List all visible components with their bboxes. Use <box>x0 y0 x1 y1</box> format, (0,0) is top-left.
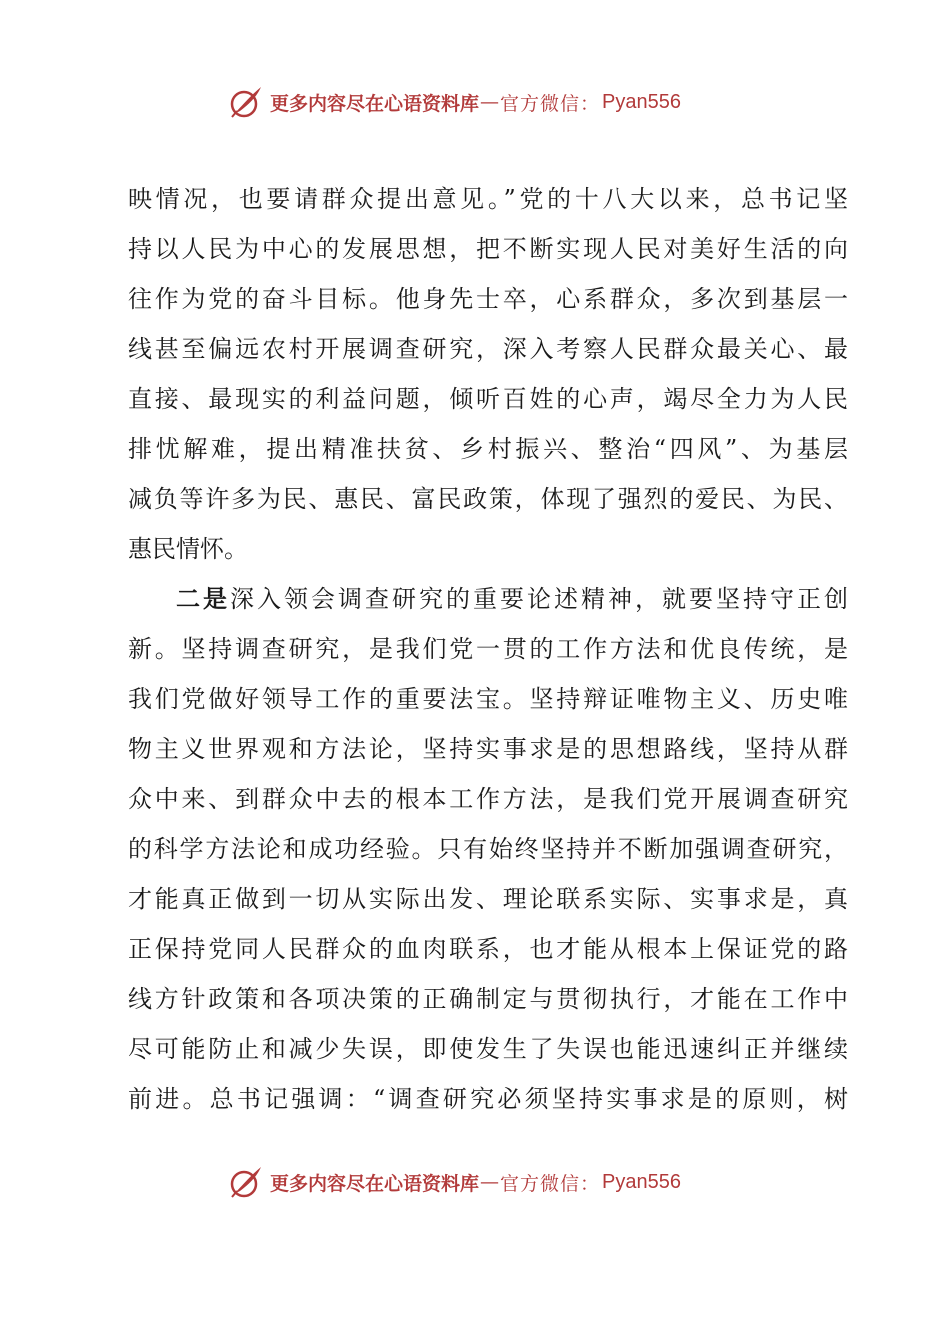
banner-contact-code: Pyan556 <box>602 1170 681 1193</box>
text-line: 惠民情怀。 <box>128 535 248 563</box>
text-line: 尽可能防止和减少失误，即使发生了失误也能迅速纠正并继续 <box>128 1035 848 1063</box>
banner-dash: — <box>480 91 500 113</box>
banner-contact-code: Pyan556 <box>602 90 681 113</box>
quill-pen-logo-icon <box>228 84 264 120</box>
footer-banner <box>228 1162 748 1202</box>
text-line: 直接、最现实的利益问题，倾听百姓的心声，竭尽全力为人民 <box>128 385 848 413</box>
text-line: 线方针政策和各项决策的正确制定与贯彻执行，才能在工作中 <box>128 985 848 1013</box>
paragraph-2-first-rest: 深入领会调查研究的重要论述精神，就要坚持守正创 <box>230 585 848 613</box>
banner-contact-label: 官方微信： <box>500 92 601 115</box>
banner-brand-text: 更多内容尽在心语资料库 <box>270 1172 480 1195</box>
quill-pen-logo-icon <box>228 1164 264 1200</box>
text-line: 物主义世界观和方法论，坚持实事求是的思想路线，坚持从群 <box>128 735 848 763</box>
header-banner <box>228 82 748 122</box>
banner-contact-label: 官方微信： <box>500 1172 601 1195</box>
text-line: 减负等许多为民、惠民、富民政策，体现了强烈的爱民、为民、 <box>128 485 848 513</box>
text-line: 线甚至偏远农村开展调查研究，深入考察人民群众最关心、最 <box>128 335 848 363</box>
text-line: 前进。总书记强调：“调查研究必须坚持实事求是的原则，树 <box>128 1085 848 1113</box>
text-line: 往作为党的奋斗目标。他身先士卒，心系群众，多次到基层一 <box>128 285 848 313</box>
text-line: 的科学方法论和成功经验。只有始终坚持并不断加强调查研究， <box>128 835 848 863</box>
text-line: 排忧解难，提出精准扶贫、乡村振兴、整治“四风”、为基层 <box>128 435 848 463</box>
text-line: 正保持党同人民群众的血肉联系，也才能从根本上保证党的路 <box>128 935 848 963</box>
text-line: 众中来、到群众中去的根本工作方法，是我们党开展调查研究 <box>128 785 848 813</box>
text-line: 我们党做好领导工作的重要法宝。坚持辩证唯物主义、历史唯 <box>128 685 848 713</box>
text-line: 持以人民为中心的发展思想，把不断实现人民对美好生活的向 <box>128 235 848 263</box>
paragraph-lead: 二是 <box>176 584 230 613</box>
banner-brand-text: 更多内容尽在心语资料库 <box>270 92 480 115</box>
document-body <box>128 174 848 1124</box>
text-line: 新。坚持调查研究，是我们党一贯的工作方法和优良传统，是 <box>128 635 848 663</box>
banner-dash: — <box>480 1171 500 1193</box>
text-line: 才能真正做到一切从实际出发、理论联系实际、实事求是，真 <box>128 885 848 913</box>
paragraph-2-first-line <box>128 574 848 624</box>
text-line: 映情况，也要请群众提出意见。”党的十八大以来，总书记坚 <box>128 185 848 213</box>
